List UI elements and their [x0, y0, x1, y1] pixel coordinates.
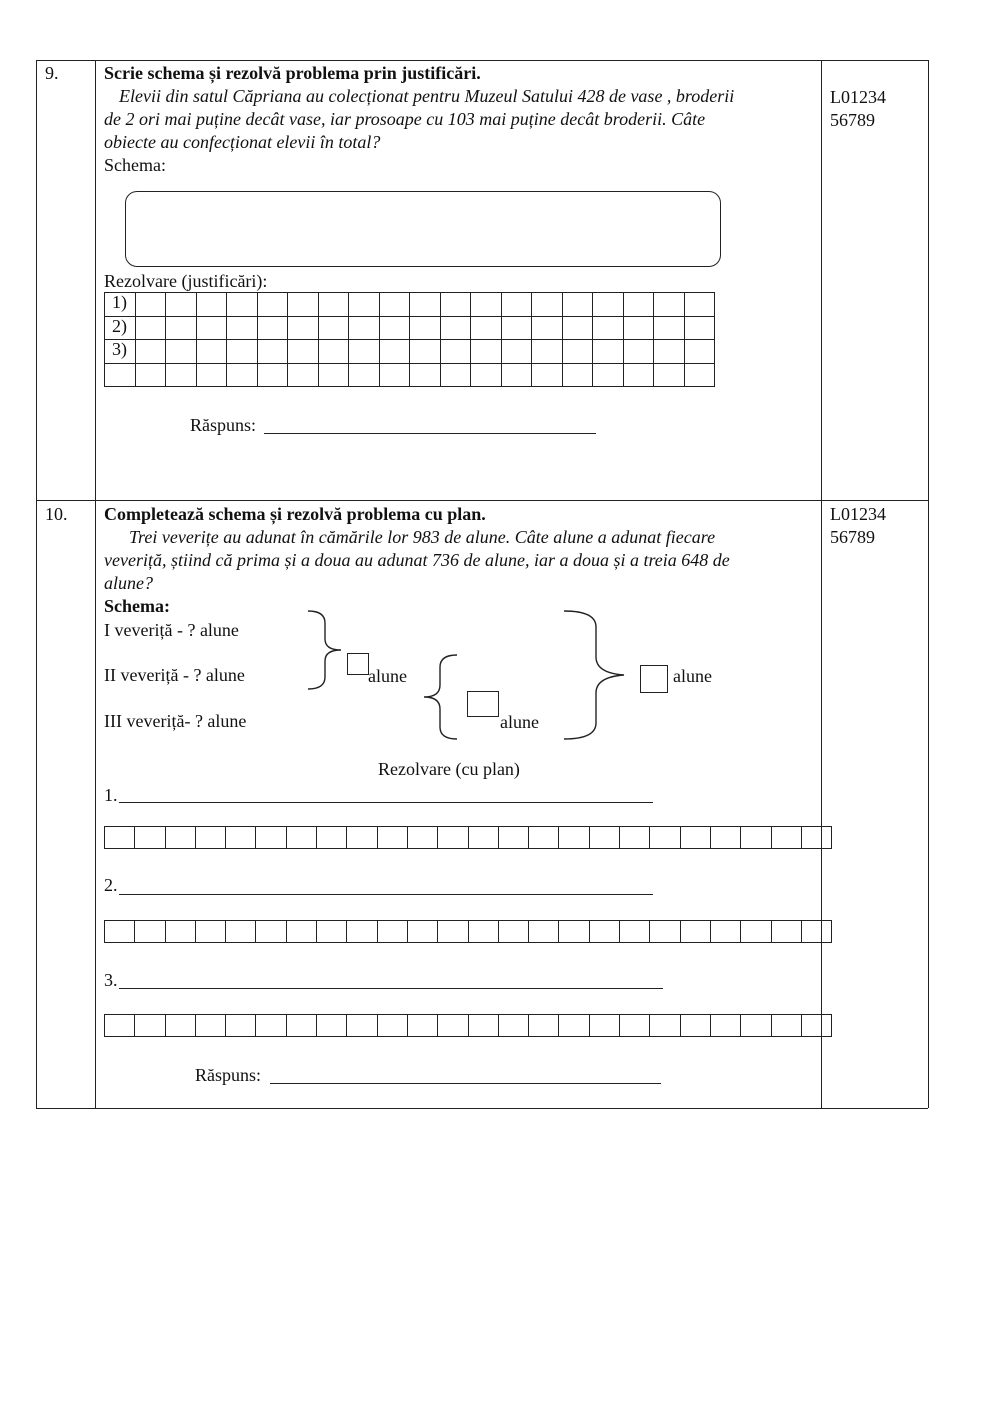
answer-blank[interactable] — [264, 433, 596, 434]
answer-blank[interactable] — [270, 1083, 661, 1084]
table-left-border — [36, 60, 37, 1108]
grid-row-label: 1) — [105, 293, 136, 317]
answer-label: Răspuns: — [190, 415, 257, 435]
row-divider — [36, 500, 928, 501]
calculation-grid-row[interactable] — [104, 1014, 832, 1037]
unit-label: alune — [368, 666, 407, 686]
problem-text-line: de 2 ori mai puține decât vase, iar prosoape cu 103 mai puține decât broderii. Câte — [104, 109, 706, 129]
table-right-border — [928, 60, 929, 1108]
score-code: L01234 — [830, 87, 886, 107]
answer-square[interactable] — [347, 653, 369, 675]
plan-step-blank[interactable] — [119, 802, 653, 803]
problem-text-line: veveriță, știind că prima și a doua au adunat 736 de alune, iar a doua și a treia 648 de — [104, 550, 730, 570]
plan-step-blank[interactable] — [119, 988, 663, 989]
plan-step-number: 1. — [104, 785, 118, 805]
schema-drawing-box[interactable] — [125, 191, 721, 267]
table-bottom-border — [36, 1108, 928, 1109]
schema-label: Schema: — [104, 155, 166, 175]
answer-label: Răspuns: — [195, 1065, 262, 1085]
score-column-divider — [821, 60, 822, 1108]
left-brace-icon — [420, 653, 460, 741]
problem-text-line: obiecte au confecționat elevii în total? — [104, 132, 381, 152]
grid-row — [105, 293, 715, 317]
answer-square[interactable] — [467, 691, 499, 717]
score-code: 56789 — [830, 527, 875, 547]
plan-step-number: 2. — [104, 875, 118, 895]
problem-title: Scrie schema și rezolvă problema prin justificări. — [104, 63, 481, 83]
squirrel-label: III veveriță- ? alune — [104, 711, 247, 731]
unit-label: alune — [673, 666, 712, 686]
grid-row — [105, 316, 715, 340]
answer-square[interactable] — [640, 665, 668, 693]
right-brace-icon — [305, 609, 345, 691]
number-column-divider — [95, 60, 96, 1108]
right-brace-icon — [562, 609, 632, 741]
squirrel-label: I veveriță - ? alune — [104, 620, 239, 640]
solution-label: Rezolvare (justificări): — [104, 271, 268, 291]
problem-title: Completează schema și rezolvă problema cu plan. — [104, 504, 486, 524]
problem-number: 9. — [45, 63, 59, 83]
grid-row-label: 2) — [105, 316, 136, 340]
squirrel-label: II veveriță - ? alune — [104, 665, 245, 685]
grid-row-label: 3) — [105, 340, 136, 364]
problem-text-line: Elevii din satul Căpriana au colecționat pentru Muzeul Satului 428 de vase , broderii — [119, 86, 735, 106]
table-top-border — [36, 60, 928, 61]
problem-text-line: Trei veverițe au adunat în cămările lor 983 de alune. Câte alune a adunat fiecare — [129, 527, 716, 547]
calculation-grid-row[interactable] — [104, 826, 832, 849]
score-code: 56789 — [830, 110, 875, 130]
solution-label: Rezolvare (cu plan) — [378, 759, 520, 779]
schema-label: Schema: — [104, 596, 170, 616]
plan-step-number: 3. — [104, 970, 118, 990]
unit-label: alune — [500, 712, 539, 732]
grid-row — [105, 340, 715, 364]
problem-number: 10. — [45, 504, 68, 524]
problem-text-line: alune? — [104, 573, 153, 593]
score-code: L01234 — [830, 504, 886, 524]
calculation-grid-row[interactable] — [104, 920, 832, 943]
grid-row — [105, 363, 715, 387]
plan-step-blank[interactable] — [119, 894, 653, 895]
solution-grid[interactable] — [104, 292, 715, 387]
